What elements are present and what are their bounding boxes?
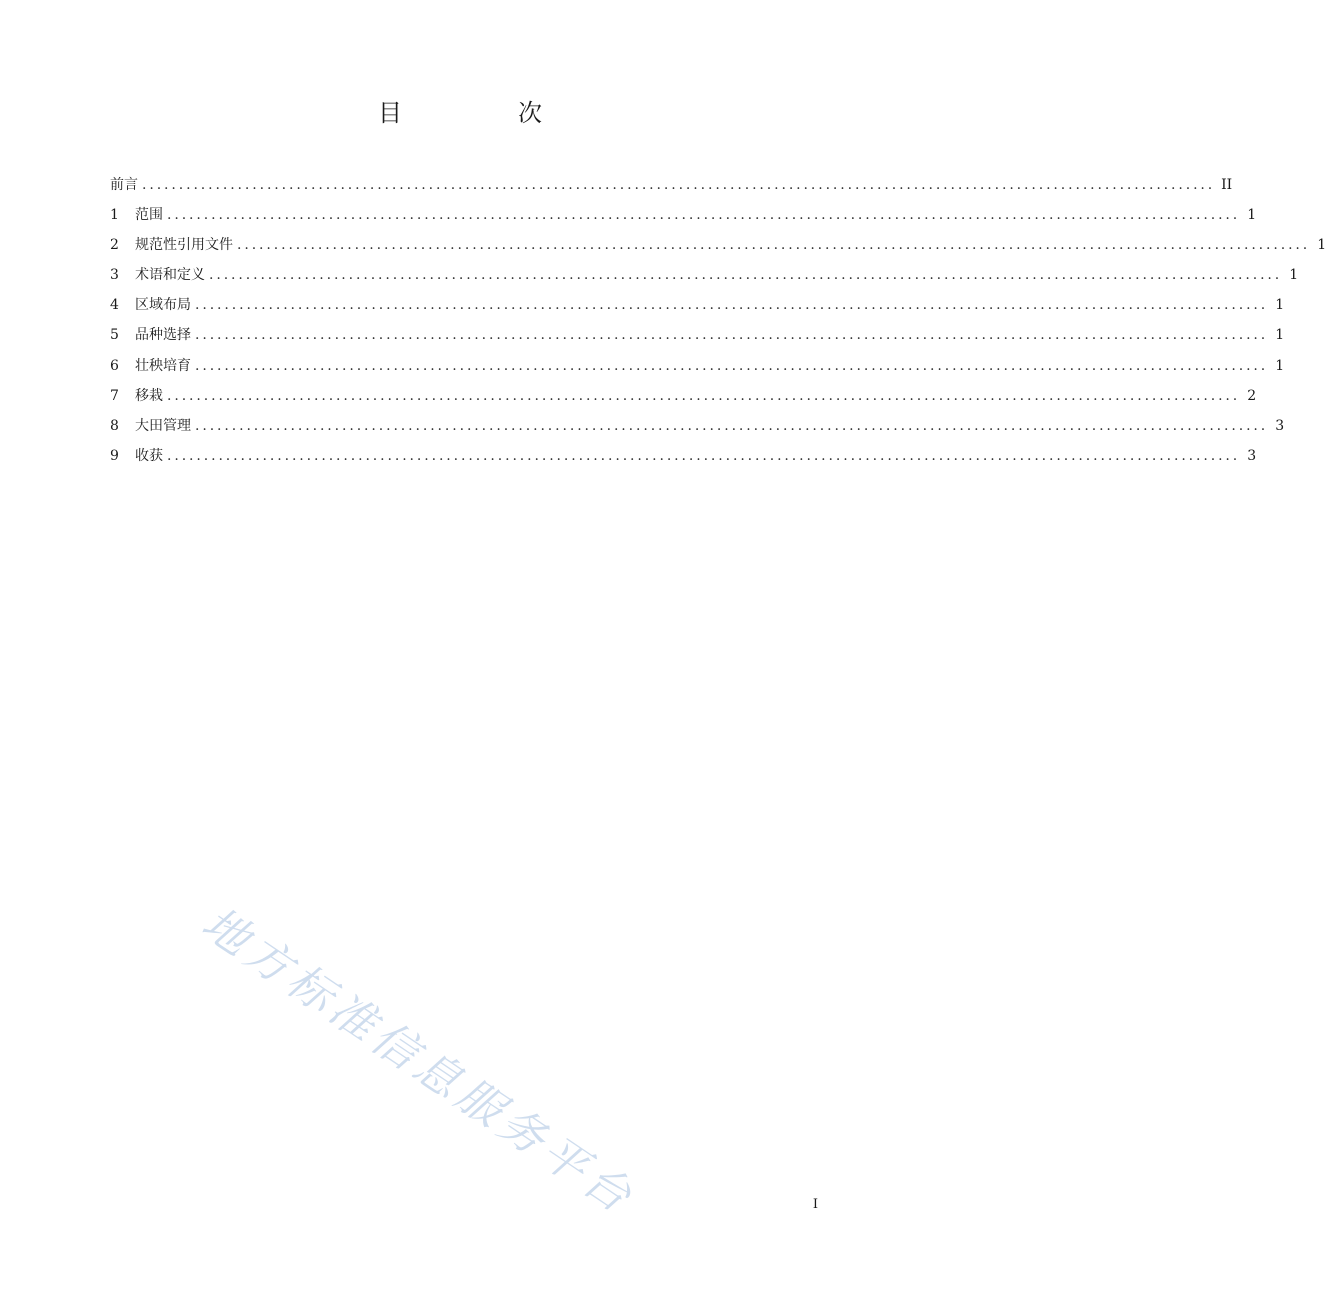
toc-entry-6[interactable] (110, 353, 1285, 383)
toc-dot-leader: .................................................................................................................................................. (237, 237, 1311, 254)
toc-entry-2[interactable] (110, 232, 1326, 262)
toc-entry-number: 5 (110, 327, 119, 344)
toc-entry-5[interactable] (110, 322, 1285, 352)
toc-dot-leader: .................................................................................................................................................. (195, 417, 1269, 434)
toc-dot-leader: .................................................................................................................................................. (195, 327, 1269, 344)
toc-dot-leader: .................................................................................................................................................. (167, 447, 1241, 464)
watermark: 地方标准信息服务平台 (192, 896, 646, 1226)
toc-entry-label: 收获 (135, 447, 163, 464)
page-number: I (812, 1197, 818, 1212)
toc-entry-page: 1 (1247, 207, 1257, 224)
toc-entry-4[interactable] (110, 292, 1285, 322)
toc-entry-number: 3 (110, 267, 119, 284)
toc-entry-number: 4 (110, 297, 119, 314)
toc-entry-label: 壮秧培育 (135, 357, 191, 374)
toc-entry-label: 术语和定义 (135, 267, 205, 284)
toc-entry-8[interactable] (110, 413, 1285, 443)
toc-entry-9[interactable] (110, 443, 1257, 473)
toc-entry-label: 品种选择 (135, 327, 191, 344)
toc-entry-number: 2 (110, 237, 119, 254)
toc-entry-page: 3 (1275, 417, 1285, 434)
toc-entry-page: II (1221, 177, 1233, 193)
toc-entry-number: 6 (110, 357, 119, 374)
toc-entry-label: 规范性引用文件 (135, 237, 233, 254)
toc-entry-page: 3 (1247, 447, 1257, 464)
toc-entry-page: 1 (1289, 267, 1299, 284)
toc-entry-number: 1 (110, 207, 119, 224)
toc-entry-page: 1 (1317, 237, 1326, 254)
toc-dot-leader: .................................................................................................................................................. (195, 297, 1269, 314)
toc-dot-leader: .................................................................................................................................................. (209, 267, 1283, 284)
toc-entry-7[interactable] (110, 383, 1257, 413)
page-title: 目 次 (378, 99, 588, 127)
toc-entry-number: 7 (110, 387, 119, 404)
toc-entry-page: 1 (1275, 357, 1285, 374)
toc-entry-page: 1 (1275, 297, 1285, 314)
toc-entry-page: 1 (1275, 327, 1285, 344)
toc-entry-3[interactable] (110, 262, 1299, 292)
toc-entry-label: 大田管理 (135, 417, 191, 434)
toc-entry-label: 移栽 (135, 387, 163, 404)
toc-entry-page: 2 (1247, 387, 1257, 404)
toc-dot-leader: .................................................................................................................................................. (142, 177, 1216, 193)
toc-entry-number: 8 (110, 417, 119, 434)
toc-entry-label: 区域布局 (135, 297, 191, 314)
toc-entry-label: 范围 (135, 207, 163, 224)
toc-dot-leader: .................................................................................................................................................. (195, 357, 1269, 374)
toc-dot-leader: .................................................................................................................................................. (167, 387, 1241, 404)
toc-entry-preface[interactable] (110, 172, 1233, 202)
toc-entry-label: 前言 (110, 177, 138, 193)
toc-dot-leader: .................................................................................................................................................. (167, 207, 1241, 224)
toc-entry-1[interactable] (110, 202, 1257, 232)
table-of-contents (110, 172, 1326, 473)
toc-entry-number: 9 (110, 447, 119, 464)
